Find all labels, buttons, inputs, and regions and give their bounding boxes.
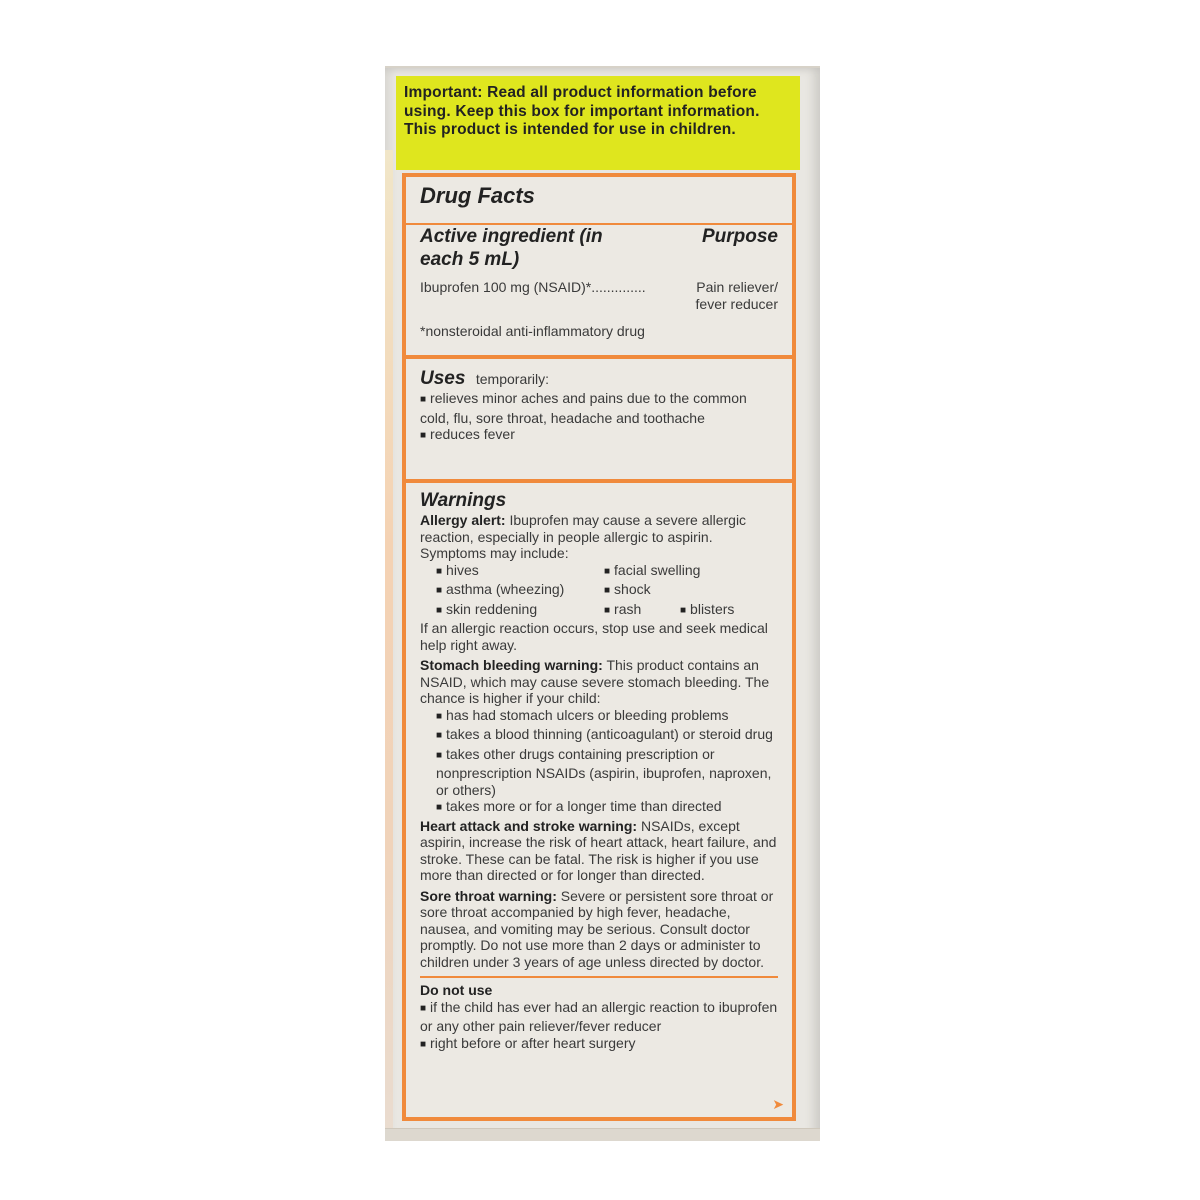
- banner-text: Important: Read all product information before using. Keep this box for important information. This product is intended for use in children.: [404, 84, 760, 138]
- allergy-alert-label: Allergy alert:: [420, 512, 506, 528]
- section-divider-1: [406, 355, 792, 359]
- allergy-alert: [420, 512, 778, 562]
- ingredient-leader-dots: ..............: [591, 279, 646, 295]
- uses-item: ■ relieves minor aches and pains due to the common cold, flu, sore throat, headache and toothache: [420, 390, 778, 426]
- ingredient-row: [420, 279, 778, 319]
- uses-item: ■ reduces fever: [420, 426, 778, 446]
- sore-throat-warning: [420, 888, 778, 971]
- arrow-right-icon: ➤: [772, 1096, 784, 1112]
- ingredient-name: Ibuprofen 100 mg (NSAID)*: [420, 279, 592, 295]
- drug-facts-panel: [402, 173, 796, 1121]
- allergy-alert-text: Ibuprofen may cause a severe allergic reaction, especially in people allergic to aspirin. Symptoms may include:: [420, 512, 747, 561]
- purpose-heading: Purpose: [701, 226, 778, 247]
- box-bottom-edge: [385, 1128, 820, 1141]
- stomach-warning-text: This product contains an NSAID, which may cause severe stomach bleeding. The chance is higher if your child:: [420, 657, 770, 706]
- do-not-use-item: ■ right before or after heart surgery: [420, 1035, 778, 1055]
- sore-throat-text: Severe or persistent sore throat or sore throat accompanied by high fever, headache, nausea, and vomiting may be serious. Consult doctor promptly. Do not use more than 2 days or administer to children under 3 years of age unless directed by doctor.: [420, 887, 774, 970]
- symptom-item: ■ asthma (wheezing): [436, 581, 604, 601]
- symptom-item: ■ hives: [436, 562, 604, 582]
- symptoms-list: [420, 562, 778, 621]
- section-divider-2: [406, 479, 792, 483]
- ingredient-purpose: Pain reliever/ fever reducer: [695, 279, 778, 312]
- stomach-warning: [420, 657, 778, 707]
- stomach-item: ■ takes more or for a longer time than directed: [420, 798, 778, 818]
- heart-warning-text: NSAIDs, except aspirin, increase the risk of heart attack, heart failure, and stroke. These can be fatal. The risk is higher if you use more than directed or for longer than directed.: [420, 817, 777, 883]
- warnings-section: [406, 489, 792, 1054]
- sore-throat-label: Sore throat warning:: [420, 887, 557, 904]
- box-side-edge: [385, 150, 393, 1140]
- uses-section: [406, 367, 792, 477]
- footnote: *nonsteroidal anti-inflammatory drug: [420, 323, 645, 339]
- stomach-warning-label: Stomach bleeding warning:: [420, 657, 603, 673]
- stomach-item: ■ has had stomach ulcers or bleeding problems: [420, 707, 778, 727]
- drug-facts-title: Drug Facts: [420, 183, 535, 208]
- warnings-heading: Warnings: [420, 490, 507, 511]
- symptom-item: ■ facial swelling: [604, 562, 770, 582]
- stomach-item: ■ takes a blood thinning (anticoagulant) or steroid drug: [420, 726, 778, 746]
- do-not-use-label: Do not use: [420, 982, 493, 998]
- uses-intro: temporarily:: [475, 371, 550, 387]
- heart-warning-label: Heart attack and stroke warning:: [420, 817, 638, 834]
- allergy-after: If an allergic reaction occurs, stop use and seek medical help right away.: [420, 620, 768, 653]
- stomach-item: ■ takes other drugs containing prescription or nonprescription NSAIDs (aspirin, ibuprofen, naproxen, or others): [420, 746, 778, 799]
- do-not-use-divider: [420, 976, 778, 978]
- uses-heading: Uses: [420, 368, 466, 389]
- symptom-item: ■ shock: [604, 581, 770, 601]
- symptom-item: ■ rash: [604, 601, 680, 621]
- heart-warning: [420, 818, 778, 884]
- active-ingredient-heading: Active ingredient (in each 5 mL): [420, 226, 603, 270]
- symptom-item: ■ skin reddening: [436, 601, 604, 621]
- active-ingredient-section: [406, 183, 792, 355]
- do-not-use-item: ■ if the child has ever had an allergic reaction to ibuprofen or any other pain reliever/fever reducer: [420, 999, 778, 1035]
- symptom-item: ■ blisters: [680, 601, 770, 621]
- important-banner: [396, 76, 800, 170]
